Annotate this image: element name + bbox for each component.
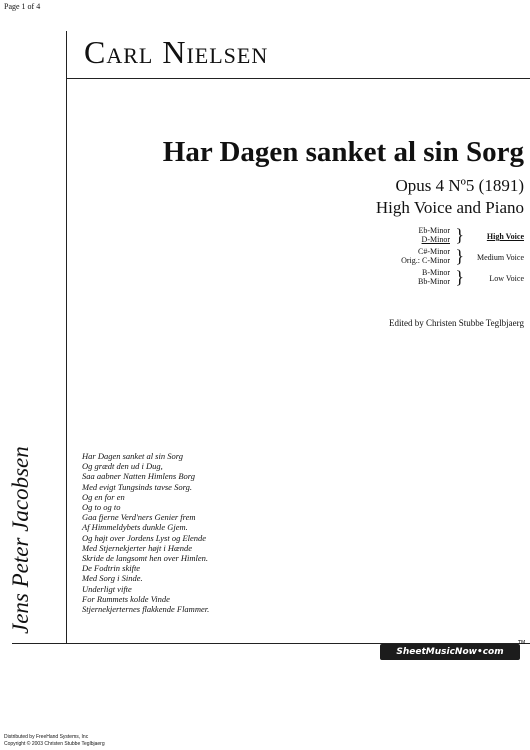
editor-credit: Edited by Christen Stubbe Teglbjaerg xyxy=(388,318,524,328)
poem-line: Med evigt Tungsinds tavse Sorg. xyxy=(82,481,192,492)
key-list xyxy=(418,268,450,286)
publisher-logo[interactable]: SheetMusicNow•com xyxy=(380,644,520,660)
song-title: Har Dagen sanket al sin Sorg xyxy=(162,136,524,168)
brace-icon: } xyxy=(455,225,464,245)
key-option: B-Minor xyxy=(422,268,450,277)
key-option: Orig.: C-Minor xyxy=(401,256,450,265)
trademark-mark: TM xyxy=(518,640,526,646)
composer-name: Carl Nielsen xyxy=(84,34,269,70)
poem-line: Og højt over Jordens Lyst og Elende xyxy=(82,532,207,543)
key-list xyxy=(401,247,450,265)
distributor-line: Distributed by FreeHand Systems, Inc xyxy=(4,734,89,740)
poem-line: Gaa fjerne Verd'ners Genier frem xyxy=(82,512,196,523)
voice-label-low: Low Voice xyxy=(489,274,524,283)
key-option: Bb-Minor xyxy=(418,277,450,286)
voice-label-high: High Voice xyxy=(486,232,524,241)
poem-line: Og to og to xyxy=(82,502,121,513)
poem-line: Og en for en xyxy=(82,491,125,502)
copyright-line: Copyright © 2003 Christen Stubbe Teglbjaerg xyxy=(4,741,105,747)
opus-number: Opus 4 Nº5 (1891) xyxy=(395,176,524,195)
key-list xyxy=(418,226,450,244)
poem-line: Af Himmeldybets dunkle Gjem. xyxy=(82,522,188,533)
poem-line: Saa aabner Natten Himlens Borg xyxy=(82,471,196,482)
key-option-selected: D-Minor xyxy=(421,235,450,244)
key-group-low xyxy=(390,268,530,289)
poem-line: Med Stjernekjerter højt i Hænde xyxy=(82,542,193,553)
key-option: Eb-Minor xyxy=(418,226,450,235)
brace-icon: } xyxy=(455,246,464,266)
key-group-high xyxy=(390,226,530,247)
poem-line: Og grædt den ud i Dug, xyxy=(82,461,163,472)
key-group-medium xyxy=(390,247,530,268)
poem-line: Har Dagen sanket al sin Sorg xyxy=(82,451,183,461)
voicing: High Voice and Piano xyxy=(375,198,524,217)
poem-line: Underligt vifte xyxy=(82,583,132,594)
poem-line: For Rummets kolde Vinde xyxy=(82,593,170,604)
poem-line: De Fodtrin skifte xyxy=(82,563,141,574)
key-option: C#-Minor xyxy=(418,247,450,256)
brace-icon: } xyxy=(455,267,464,287)
top-rule xyxy=(66,78,530,79)
page-number: Page 1 of 4 xyxy=(4,2,41,11)
poet-name: Jens Peter Jacobsen xyxy=(8,446,33,634)
voice-label-medium: Medium Voice xyxy=(476,253,524,262)
key-table xyxy=(390,226,530,289)
poem-line: Skride de langsomt hen over Himlen. xyxy=(82,553,209,564)
poem-text xyxy=(82,451,209,614)
vertical-rule xyxy=(66,31,67,643)
poem-line: Med Sorg i Sinde. xyxy=(82,573,143,584)
poem-line: Stjernekjerternes flakkende Flammer. xyxy=(82,604,210,615)
footer-credits xyxy=(4,734,105,748)
